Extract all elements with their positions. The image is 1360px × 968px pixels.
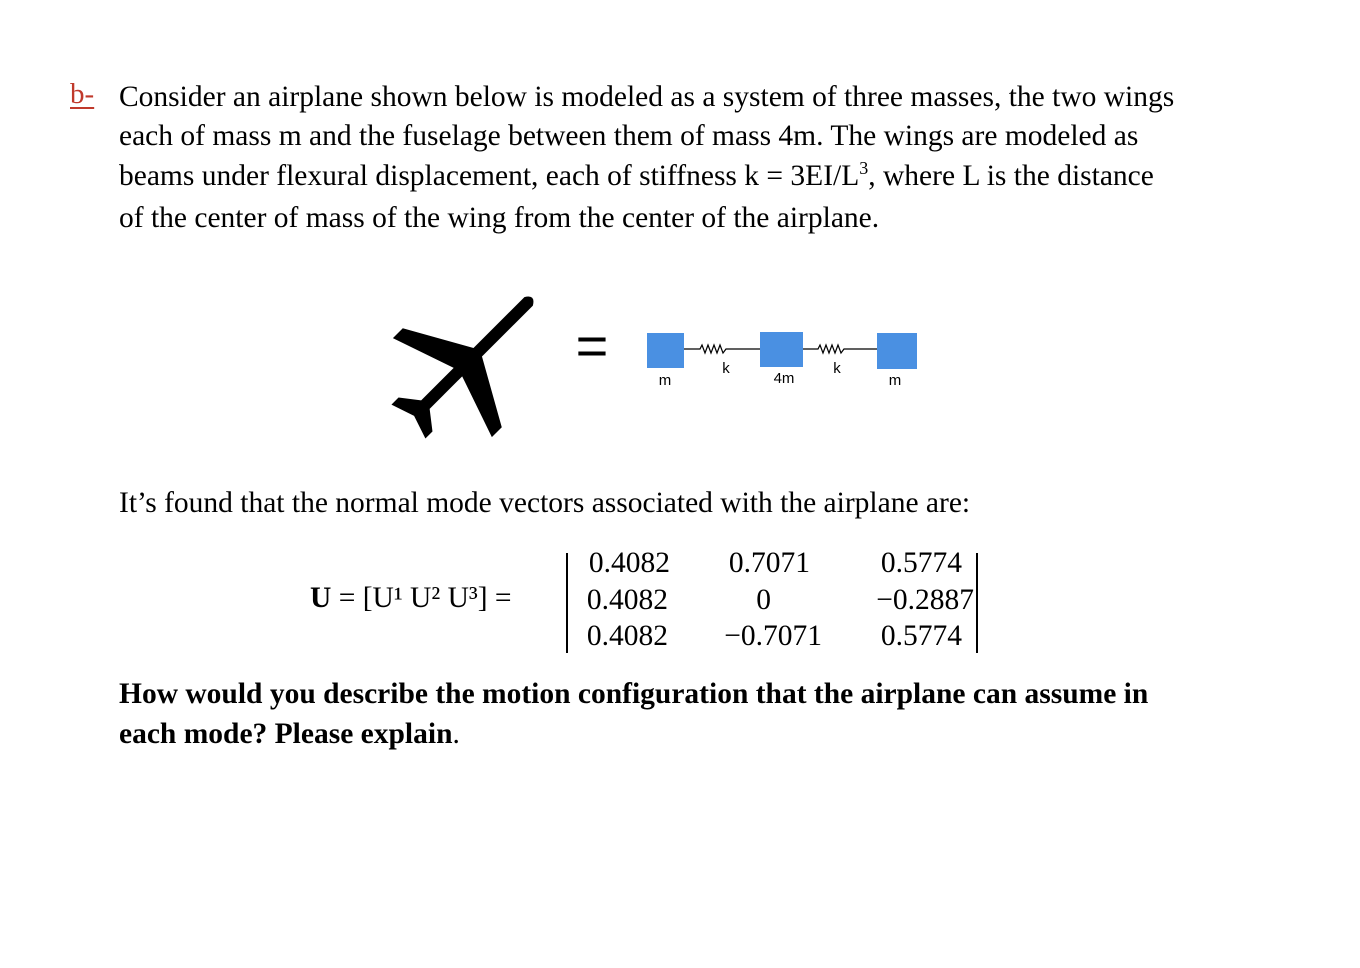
- mode-vectors-intro: It’s found that the normal mode vectors associated with the airplane are:: [119, 487, 971, 519]
- mass-label-1: m: [658, 372, 672, 389]
- spring-1: [684, 345, 760, 353]
- intro-line-4: of the center of mass of the wing from the center of the airplane.: [119, 201, 880, 234]
- matrix-cell-r2c1: 0.4082: [586, 584, 668, 616]
- question-line-2: [119, 715, 1289, 755]
- question-line-1: How would you describe the motion configuration that the airplane can assume in: [119, 678, 1149, 710]
- matrix-lhs: [310, 582, 512, 615]
- intro-line-3: [119, 157, 1289, 199]
- question-line-2-bold: each mode? Please explain: [119, 717, 453, 750]
- matrix-cell-r2c2: 0: [756, 584, 771, 616]
- problem-label: b-: [70, 78, 95, 110]
- spring-label-1: k: [722, 360, 730, 377]
- airplane-model-figure: [370, 275, 930, 455]
- spring-2: [803, 345, 877, 353]
- equals-sign: =: [575, 314, 609, 377]
- mass-left-wing: [647, 333, 684, 368]
- matrix-cell-r2c3: −0.2887: [876, 584, 974, 616]
- matrix-symbol: U: [310, 582, 332, 614]
- question-text: [119, 675, 1289, 754]
- mass-label-2: 4m: [773, 370, 795, 387]
- matrix-cell-r3c1: 0.4082: [586, 620, 668, 652]
- cube-superscript: 3: [859, 157, 869, 178]
- intro-line-1: Consider an airplane shown below is modeled as a system of three masses, the two wings: [119, 81, 1175, 113]
- intro-line-3b: , where L is the distance: [868, 159, 1154, 192]
- question-line-2-end: .: [452, 717, 460, 750]
- matrix-cell-r1c3: 0.5774: [880, 547, 962, 579]
- mass-label-3: m: [888, 372, 902, 389]
- matrix-lhs-rest: = [U¹ U² U³] =: [331, 582, 512, 614]
- mass-right-wing: [877, 333, 917, 369]
- matrix-cell-r3c2: −0.7071: [724, 620, 822, 652]
- airplane-icon: [370, 275, 582, 455]
- matrix-cell-r1c1: 0.4082: [588, 547, 670, 579]
- matrix-cell-r1c2: 0.7071: [728, 547, 810, 579]
- problem-statement: [119, 78, 1289, 238]
- matrix-cell-r3c3: 0.5774: [880, 620, 962, 652]
- spring-label-2: k: [833, 360, 841, 377]
- intro-line-3a: beams under flexural displacement, each of stiffness k = 3EI/L: [119, 159, 860, 192]
- model-diagram: [370, 275, 930, 455]
- intro-line-2: each of mass m and the fuselage between them of mass 4m. The wings are modeled as: [119, 120, 1139, 153]
- matrix-right-bar: [976, 553, 978, 653]
- mass-fuselage: [760, 332, 803, 367]
- mode-matrix-equation: [310, 545, 1010, 660]
